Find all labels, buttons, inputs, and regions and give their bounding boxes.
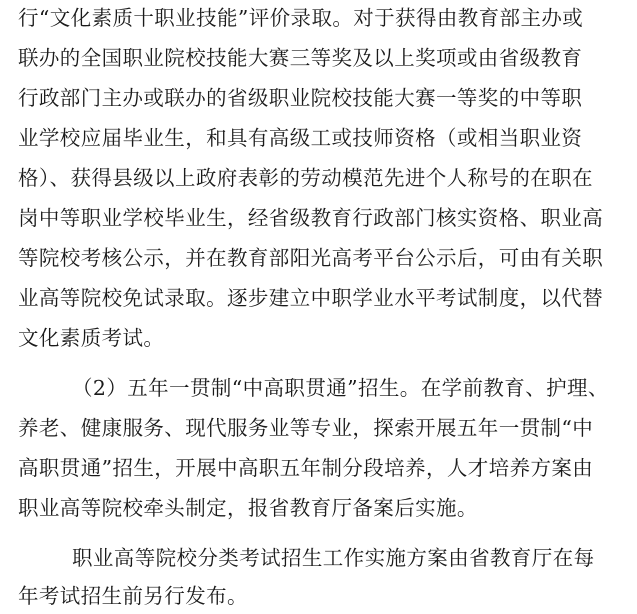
paragraph-line: 格）、获得县级以上政府表彰的劳动模范先进个人称号的在职在 bbox=[18, 166, 593, 190]
paragraph-line-indented: 职业高等院校分类考试招生工作实施方案由省教育厅在每 bbox=[72, 546, 595, 570]
paragraph-line-indented: （2）五年一贯制“中高职贯通”招生。在学前教育、护理、 bbox=[72, 376, 609, 400]
paragraph-line: 行“文化素质十职业技能”评价录取。对于获得由教育部主办或 bbox=[18, 6, 584, 30]
paragraph-line: 年考试招生前另行发布。 bbox=[18, 584, 248, 608]
paragraph-line: 等院校考核公示，并在教育部阳光高考平台公示后，可由有关职 bbox=[18, 246, 604, 270]
paragraph-line: 联办的全国职业院校技能大赛三等奖及以上奖项或由省级教育 bbox=[18, 46, 583, 70]
paragraph-line: 职业高等院校牵头制定，报省教育厅备案后实施。 bbox=[18, 496, 478, 520]
paragraph-line: 高职贯通”招生，开展中高职五年制分段培养，人才培养方案由 bbox=[18, 456, 594, 480]
paragraph-line: 养老、健康服务、现代服务业等专业，探索开展五年一贯制“中 bbox=[18, 416, 594, 440]
paragraph-line: 业高等院校免试录取。逐步建立中职学业水平考试制度，以代替 bbox=[18, 286, 604, 310]
paragraph-line: 岗中等职业学校毕业生，经省级教育行政部门核实资格、职业高 bbox=[18, 206, 604, 230]
paragraph-line: 业学校应届毕业生，和具有高级工或技师资格（或相当职业资 bbox=[18, 126, 583, 150]
paragraph-line: 文化素质考试。 bbox=[18, 326, 165, 350]
paragraph-line: 行政部门主办或联办的省级职业院校技能大赛一等奖的中等职 bbox=[18, 86, 583, 110]
